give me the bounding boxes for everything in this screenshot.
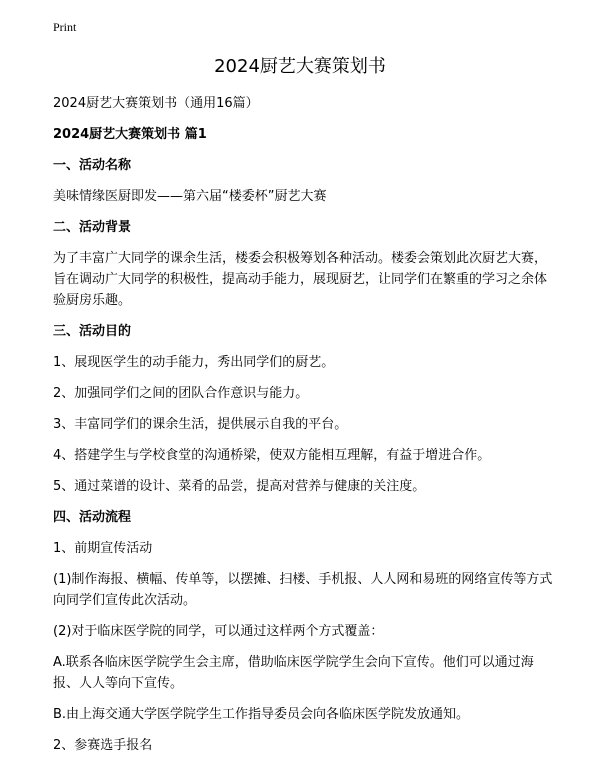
list-item: 2、参赛选手报名 <box>53 738 153 753</box>
chapter-title: 2024厨艺大赛策划书 篇1 <box>53 127 207 142</box>
paragraph: (1)制作海报、横幅、传单等，以摆摊、扫楼、手机报、人人网和易班的网络宣传等方式向同学们宣传此次活动。 <box>53 572 553 608</box>
document-subtitle: 2024厨艺大赛策划书（通用16篇） <box>53 96 259 111</box>
document-title: 2024厨艺大赛策划书 <box>214 56 386 77</box>
list-item: 1、前期宣传活动 <box>53 541 153 556</box>
list-item: 3、丰富同学们的课余生活，提供展示自我的平台。 <box>53 417 348 432</box>
paragraph: 为了丰富广大同学的课余生活，楼委会积极筹划各种活动。楼委会策划此次厨艺大赛，旨在调动广大同学的积极性，提高动手能力，展现厨艺，让同学们在繁重的学习之余体验厨房乐趣。 <box>53 251 548 308</box>
paragraph: B.由上海交通大学医学院学生工作指导委员会向各临床医学院发放通知。 <box>53 707 470 722</box>
paragraph: A.联系各临床医学院学生会主席，借助临床医学院学生会向下宣传。他们可以通过海报、人人等向下宣传。 <box>53 655 534 691</box>
print-label: Print <box>53 20 77 34</box>
paragraph: 美味情缘医厨即发——第六届“楼委杯”厨艺大赛 <box>53 189 327 204</box>
section-heading-background: 二、活动背景 <box>53 220 132 235</box>
section-heading-activity-name: 一、活动名称 <box>53 158 132 173</box>
list-item: 4、搭建学生与学校食堂的沟通桥梁，使双方能相互理解，有益于增进合作。 <box>53 448 491 463</box>
document-body <box>53 93 558 766</box>
list-item: 2、加强同学们之间的团队合作意识与能力。 <box>53 386 309 401</box>
list-item: 1、展现医学生的动手能力，秀出同学们的厨艺。 <box>53 355 335 370</box>
section-heading-process: 四、活动流程 <box>53 510 132 525</box>
list-item: 5、通过菜谱的设计、菜肴的品尝，提高对营养与健康的关注度。 <box>53 479 426 494</box>
paragraph: (2)对于临床医学院的同学，可以通过这样两个方式覆盖： <box>53 624 384 639</box>
section-heading-purpose: 三、活动目的 <box>53 324 132 339</box>
